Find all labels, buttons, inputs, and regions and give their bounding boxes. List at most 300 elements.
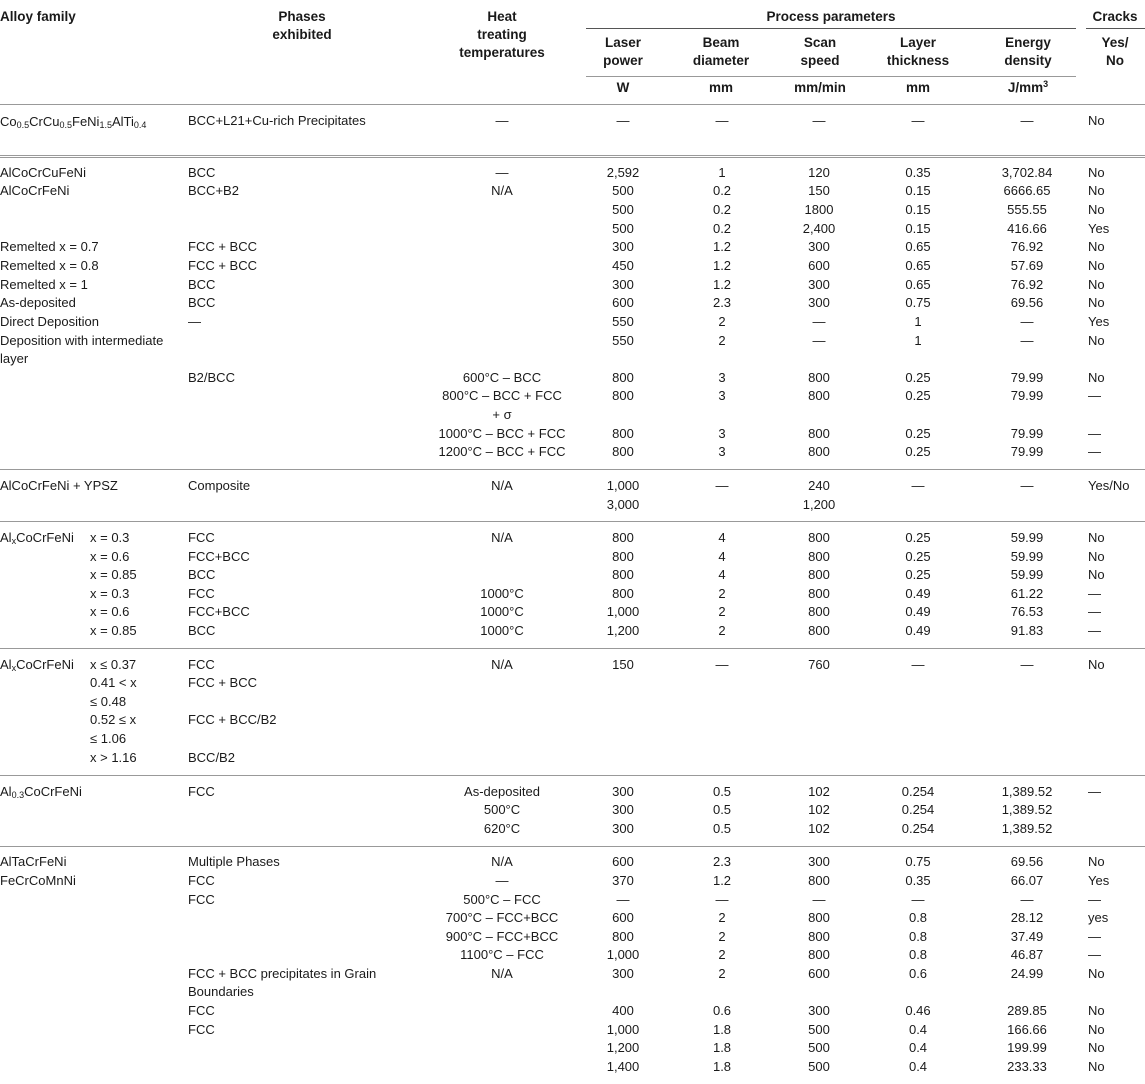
cell-layer: 0.4: [908, 1022, 928, 1037]
alloy-condition: x = 0.6: [90, 549, 130, 564]
cell-layer: 1: [914, 333, 922, 348]
cell-scan: —: [812, 892, 826, 907]
cell-beam: 4: [718, 567, 726, 582]
cell-phases: FCC: [188, 1003, 215, 1018]
cell-scan: 300: [808, 239, 830, 254]
cell-scan: 800: [808, 910, 830, 925]
cell-laser: 300: [612, 239, 634, 254]
cell-scan: 500: [808, 1022, 830, 1037]
cell-layer: 0.15: [905, 221, 931, 236]
cell-scan: 800: [808, 530, 830, 545]
cell-laser: 3,000: [606, 497, 640, 512]
cell-layer: 0.25: [905, 370, 931, 385]
cell-cracks: No: [1088, 333, 1105, 348]
cell-cracks: —: [1088, 892, 1101, 907]
cell-cracks: —: [1088, 604, 1101, 619]
alx2-sub: x: [11, 663, 17, 673]
unit-energy-exp: 3: [1043, 79, 1049, 89]
header-heat-line1: Heat: [487, 9, 517, 24]
units-rule: [586, 76, 1076, 77]
group-rule-3: [0, 521, 1145, 522]
cell-cracks: —: [1088, 623, 1101, 638]
cell-laser: 150: [612, 657, 634, 672]
cell-layer: 0.46: [905, 1003, 931, 1018]
cell-laser: 500: [612, 183, 634, 198]
co-mid3: AlTi: [111, 114, 134, 129]
cell-energy: 233.33: [1007, 1059, 1047, 1074]
cell-scan: 800: [808, 444, 830, 459]
cell-alloy: As-deposited: [0, 295, 76, 310]
cell-laser: 800: [612, 586, 634, 601]
alloy-condition: x ≤ 0.37: [90, 657, 137, 672]
cell-scan: 300: [808, 295, 830, 310]
cell-beam: 4: [718, 530, 726, 545]
cell-cracks: No: [1088, 854, 1105, 869]
cell-beam: 2: [718, 910, 726, 925]
cell-scan: 240: [808, 478, 830, 493]
cell-layer: —: [911, 113, 925, 128]
cell-beam: 1.8: [712, 1022, 732, 1037]
cell-scan: 2,400: [802, 221, 836, 236]
cell-scan: 800: [808, 567, 830, 582]
cell-phases: BCC+B2: [188, 183, 239, 198]
cell-cracks: —: [1088, 426, 1101, 441]
cell-beam: 2: [718, 314, 726, 329]
cell-layer: 0.4: [908, 1059, 928, 1074]
cell-cracks: No: [1088, 1059, 1105, 1074]
alloy-condition: x = 0.85: [90, 623, 137, 638]
cell-cracks: —: [1088, 784, 1101, 799]
unit-beam: mm: [708, 80, 733, 95]
header-energy-line1: Energy: [1005, 35, 1051, 50]
cell-laser: 800: [612, 929, 634, 944]
cell-layer: —: [911, 657, 925, 672]
cell-cracks: No: [1088, 549, 1105, 564]
cell-laser: 2,592: [606, 165, 640, 180]
header-beam-line2: diameter: [692, 53, 750, 68]
cell-scan: 800: [808, 929, 830, 944]
cell-layer: 0.65: [905, 239, 931, 254]
cell-energy: 28.12: [1010, 910, 1044, 925]
alloy-label-co-cr-cu: [0, 113, 146, 131]
header-cracks: [1084, 8, 1145, 26]
cell-scan: 102: [808, 784, 830, 799]
cell-beam: 0.2: [712, 202, 732, 217]
cell-cracks: —: [1088, 929, 1101, 944]
group-rule-2: [0, 469, 1145, 470]
cell-layer: 1: [914, 314, 922, 329]
cell-scan: 1800: [804, 202, 834, 217]
alx2-base: Al: [0, 657, 12, 672]
cell-laser: —: [616, 892, 630, 907]
cell-energy: 6666.65: [1003, 183, 1051, 198]
cell-energy: 61.22: [1010, 586, 1044, 601]
cell-alloy: Remelted x = 0.7: [0, 239, 99, 254]
header-heat: [442, 8, 562, 62]
group-rule-5: [0, 775, 1145, 776]
header-beam-line1: Beam: [702, 35, 740, 50]
cell-cracks: No: [1088, 113, 1105, 128]
co-sub2: 0.5: [59, 120, 72, 130]
alloy-condition: ≤ 0.48: [90, 694, 127, 709]
cell-scan: 800: [808, 604, 830, 619]
cell-energy: 91.83: [1010, 623, 1044, 638]
cell-energy: 59.99: [1010, 549, 1044, 564]
cell-heat: 1000°C: [480, 586, 524, 601]
cell-alloy: AlCoCrFeNi: [0, 183, 70, 198]
cell-heat: 900°C – FCC+BCC: [445, 929, 559, 944]
cell-heat: N/A: [491, 478, 513, 493]
cell-layer: 0.254: [901, 821, 935, 836]
cell-heat: —: [495, 873, 509, 888]
header-layer-line2: thickness: [886, 53, 950, 68]
cell-scan: 300: [808, 277, 830, 292]
cell-energy: 1,389.52: [1001, 802, 1053, 817]
cell-cracks: No: [1088, 1022, 1105, 1037]
cell-layer: 0.49: [905, 586, 931, 601]
cell-scan: 1,200: [802, 497, 836, 512]
cell-beam: 0.5: [712, 802, 732, 817]
alloy-condition: x > 1.16: [90, 750, 137, 765]
header-scan: [780, 34, 860, 70]
cell-laser: 300: [612, 966, 634, 981]
cell-layer: 0.49: [905, 604, 931, 619]
cell-heat: N/A: [491, 854, 513, 869]
cell-phases: FCC + BCC: [188, 239, 257, 254]
cell-cracks: No: [1088, 567, 1105, 582]
cell-phases: FCC: [188, 873, 215, 888]
cell-beam: 0.2: [712, 221, 732, 236]
cell-cracks: No: [1088, 1040, 1105, 1055]
cell-phases: FCC+BCC: [188, 604, 250, 619]
cell-laser: 1,200: [606, 623, 640, 638]
cell-energy: 79.99: [1010, 388, 1044, 403]
cell-laser: —: [616, 113, 630, 128]
header-alloy-family: Alloy family: [0, 9, 76, 24]
cell-phases: Boundaries: [188, 984, 254, 999]
cell-heat: 1000°C: [480, 604, 524, 619]
cell-beam: 2: [718, 929, 726, 944]
cell-beam: 2.3: [712, 295, 732, 310]
cell-phases: FCC + BCC: [188, 258, 257, 273]
cell-energy: 416.66: [1007, 221, 1047, 236]
alloy-condition: 0.41 < x: [90, 675, 137, 690]
cell-phases: BCC: [188, 623, 216, 638]
cell-laser: 800: [612, 426, 634, 441]
header-layer: [868, 34, 968, 70]
al03-base: Al: [0, 784, 12, 799]
cell-beam: 3: [718, 426, 726, 441]
cell-cracks: Yes: [1088, 873, 1110, 888]
cell-alloy: AlCoCrFeNi + YPSZ: [0, 478, 118, 493]
header-phases: [252, 8, 352, 44]
alloy-condition: x = 0.3: [90, 530, 130, 545]
header-scan-line2: speed: [800, 53, 840, 68]
cell-energy: 199.99: [1007, 1040, 1047, 1055]
co-sub1: 0.5: [16, 120, 30, 130]
cell-phases: —: [188, 314, 201, 329]
unit-layer: mm: [905, 80, 930, 95]
co-mid2: FeNi: [72, 114, 100, 129]
cell-energy: 289.85: [1007, 1003, 1047, 1018]
cell-cracks: yes: [1088, 910, 1109, 925]
cell-layer: 0.25: [905, 567, 931, 582]
cell-phases: BCC/B2: [188, 750, 235, 765]
cell-heat: + σ: [492, 407, 512, 422]
cell-scan: 600: [808, 966, 830, 981]
cell-beam: 0.6: [712, 1003, 732, 1018]
cell-heat: 800°C – BCC + FCC: [442, 388, 562, 403]
cell-heat: As-deposited: [464, 784, 540, 799]
cell-cracks: Yes: [1088, 221, 1110, 236]
cell-layer: 0.254: [901, 784, 935, 799]
cell-layer: 0.8: [908, 947, 928, 962]
cell-beam: 2: [718, 623, 726, 638]
alloy-condition: x = 0.85: [90, 567, 137, 582]
cell-cracks: No: [1088, 1003, 1105, 1018]
cell-laser: 300: [612, 784, 634, 799]
cell-scan: 760: [808, 657, 830, 672]
cell-phases: BCC: [188, 165, 216, 180]
cell-layer: 0.65: [905, 277, 931, 292]
cell-scan: —: [812, 333, 826, 348]
cell-energy: 3,702.84: [1001, 165, 1053, 180]
cell-laser: 1,000: [606, 604, 640, 619]
cell-cracks: No: [1088, 277, 1105, 292]
cell-laser: 800: [612, 370, 634, 385]
cell-energy: 79.99: [1010, 370, 1044, 385]
cell-layer: 0.8: [908, 910, 928, 925]
cell-laser: 400: [612, 1003, 634, 1018]
header-laser: [586, 34, 660, 70]
cell-energy: 59.99: [1010, 567, 1044, 582]
cell-beam: 3: [718, 370, 726, 385]
cell-beam: 1.2: [712, 277, 732, 292]
cell-beam: 1.2: [712, 258, 732, 273]
cell-layer: 0.35: [905, 873, 931, 888]
co-sub4: 0.4: [133, 120, 147, 130]
cell-energy: 46.87: [1010, 947, 1044, 962]
cell-cracks: No: [1088, 239, 1105, 254]
cell-beam: 3: [718, 388, 726, 403]
cell-cracks: No: [1088, 657, 1105, 672]
cell-energy: 166.66: [1007, 1022, 1047, 1037]
header-bottom-rule: [0, 104, 1145, 105]
cell-laser: 1,000: [606, 478, 640, 493]
cell-heat: N/A: [491, 530, 513, 545]
cell-scan: 500: [808, 1059, 830, 1074]
cell-scan: 150: [808, 183, 830, 198]
cell-energy: —: [1020, 333, 1034, 348]
cell-cracks: No: [1088, 370, 1105, 385]
cell-layer: 0.15: [905, 202, 931, 217]
alx1-rest: CoCrFeNi: [16, 530, 74, 545]
cell-heat: 500°C – FCC: [463, 892, 541, 907]
cell-scan: 600: [808, 258, 830, 273]
cell-cracks: No: [1088, 165, 1105, 180]
cell-beam: 3: [718, 444, 726, 459]
cell-energy: —: [1020, 892, 1034, 907]
cell-energy: 76.53: [1010, 604, 1044, 619]
cell-beam: 0.2: [712, 183, 732, 198]
cell-energy: —: [1020, 113, 1034, 128]
cell-heat: N/A: [491, 183, 513, 198]
alloy-label-alx-1: [0, 529, 74, 547]
cell-alloy: FeCrCoMnNi: [0, 873, 76, 888]
cell-cracks: No: [1088, 530, 1105, 545]
cell-energy: 76.92: [1010, 239, 1044, 254]
cell-beam: 1.2: [712, 239, 732, 254]
cell-scan: —: [812, 314, 826, 329]
cell-scan: 800: [808, 370, 830, 385]
cell-scan: 800: [808, 586, 830, 601]
cell-phases: FCC: [188, 1022, 215, 1037]
cell-layer: 0.75: [905, 295, 931, 310]
cell-alloy: Direct Deposition: [0, 314, 99, 329]
cell-laser: 1,000: [606, 1022, 640, 1037]
header-heat-line2: treating: [477, 27, 527, 42]
cell-heat: 1000°C – BCC + FCC: [438, 426, 566, 441]
unit-energy: [980, 79, 1076, 97]
header-heat-line3: temperatures: [459, 45, 545, 60]
cell-beam: 2.3: [712, 854, 732, 869]
cell-scan: 120: [808, 165, 830, 180]
cell-scan: 800: [808, 947, 830, 962]
cell-scan: 300: [808, 854, 830, 869]
cell-laser: 1,200: [606, 1040, 640, 1055]
cell-laser: 450: [612, 258, 634, 273]
cell-energy: 79.99: [1010, 444, 1044, 459]
cell-beam: 4: [718, 549, 726, 564]
cell-scan: 800: [808, 426, 830, 441]
cell-energy: 1,389.52: [1001, 821, 1053, 836]
cell-heat: N/A: [491, 966, 513, 981]
cell-phases: FCC + BCC: [188, 675, 257, 690]
cell-scan: —: [812, 113, 826, 128]
cell-energy: —: [1020, 314, 1034, 329]
cell-laser: 600: [612, 295, 634, 310]
header-yesno: [1084, 34, 1145, 70]
cell-phases: FCC + BCC precipitates in Grain: [188, 966, 377, 981]
cell-energy: 69.56: [1010, 854, 1044, 869]
cell-beam: 0.5: [712, 784, 732, 799]
al03-rest: CoCrFeNi: [24, 784, 82, 799]
cell-cracks: No: [1088, 202, 1105, 217]
cell-laser: 300: [612, 277, 634, 292]
alx2-rest: CoCrFeNi: [16, 657, 74, 672]
cell-alloy: layer: [0, 351, 29, 366]
alloy-label-al03: [0, 783, 82, 801]
cell-phases: FCC+BCC: [188, 549, 250, 564]
cell-heat: 500°C: [483, 802, 521, 817]
cell-beam: 2: [718, 947, 726, 962]
cell-layer: 0.15: [905, 183, 931, 198]
cell-layer: 0.75: [905, 854, 931, 869]
header-yesno-line2: No: [1106, 53, 1124, 68]
cell-phases: FCC: [188, 530, 215, 545]
cell-laser: 1,000: [606, 947, 640, 962]
header-laser-line2: power: [603, 53, 643, 68]
cell-beam: 2: [718, 604, 726, 619]
cell-phases: FCC: [188, 657, 215, 672]
cell-layer: —: [911, 478, 925, 493]
alloy-condition: ≤ 1.06: [90, 731, 127, 746]
cell-energy: —: [1020, 657, 1034, 672]
cell-layer: 0.4: [908, 1040, 928, 1055]
cell-energy: 69.56: [1010, 295, 1044, 310]
cell-layer: 0.8: [908, 929, 928, 944]
cell-energy: 57.69: [1010, 258, 1044, 273]
header-phases-line2: exhibited: [272, 27, 332, 42]
co-mid1: CrCu: [29, 114, 60, 129]
cell-beam: 2: [718, 966, 726, 981]
cell-alloy: Deposition with intermediate: [0, 333, 164, 348]
cell-beam: 0.5: [712, 821, 732, 836]
cell-laser: 550: [612, 314, 634, 329]
cell-cracks: Yes/No: [1088, 478, 1130, 493]
cell-energy: 37.49: [1010, 929, 1044, 944]
cell-laser: 600: [612, 910, 634, 925]
cell-heat: 600°C – BCC: [462, 370, 542, 385]
cell-cracks: —: [1088, 947, 1101, 962]
alloy-condition: 0.52 ≤ x: [90, 712, 137, 727]
unit-laser: W: [616, 80, 630, 95]
cell-alloy: AlTaCrFeNi: [0, 854, 67, 869]
cell-layer: —: [911, 892, 925, 907]
group-rule-1b: [0, 157, 1145, 158]
cell-layer: 0.25: [905, 530, 931, 545]
cell-layer: 0.65: [905, 258, 931, 273]
cell-layer: 0.25: [905, 444, 931, 459]
cell-cracks: No: [1088, 258, 1105, 273]
group-rule-1a: [0, 155, 1145, 156]
cell-energy: 1,389.52: [1001, 784, 1053, 799]
cell-phases: FCC: [188, 586, 215, 601]
cell-layer: 0.254: [901, 802, 935, 817]
group-rule-6: [0, 846, 1145, 847]
cell-phases: Multiple Phases: [188, 854, 280, 869]
cell-beam: 1.8: [712, 1059, 732, 1074]
cell-scan: 800: [808, 623, 830, 638]
cell-laser: 800: [612, 567, 634, 582]
unit-scan: mm/min: [794, 80, 846, 95]
cell-laser: 370: [612, 873, 634, 888]
cell-laser: 300: [612, 802, 634, 817]
cell-cracks: —: [1088, 444, 1101, 459]
cell-energy: 59.99: [1010, 530, 1044, 545]
cell-beam: 1: [718, 165, 726, 180]
cell-cracks: —: [1088, 586, 1101, 601]
cell-layer: 0.25: [905, 426, 931, 441]
cell-phases: Composite: [188, 478, 251, 493]
cell-cracks: No: [1088, 183, 1105, 198]
cell-heat: —: [495, 165, 509, 180]
header-scan-line1: Scan: [803, 35, 837, 50]
cell-energy: 555.55: [1007, 202, 1047, 217]
unit-energy-base: J/mm: [1007, 80, 1044, 95]
cell-beam: —: [715, 892, 729, 907]
cell-phases: BCC+L21+Cu-rich Precipitates: [188, 113, 366, 128]
process-parameters-rule: [586, 28, 1076, 29]
cell-laser: 550: [612, 333, 634, 348]
cell-laser: 500: [612, 221, 634, 236]
cell-heat: N/A: [491, 657, 513, 672]
cell-phases: FCC: [188, 892, 215, 907]
alloy-label-alx-2: [0, 656, 74, 674]
cell-alloy: Remelted x = 1: [0, 277, 88, 292]
header-energy-line2: density: [1004, 53, 1052, 68]
cell-scan: 102: [808, 802, 830, 817]
